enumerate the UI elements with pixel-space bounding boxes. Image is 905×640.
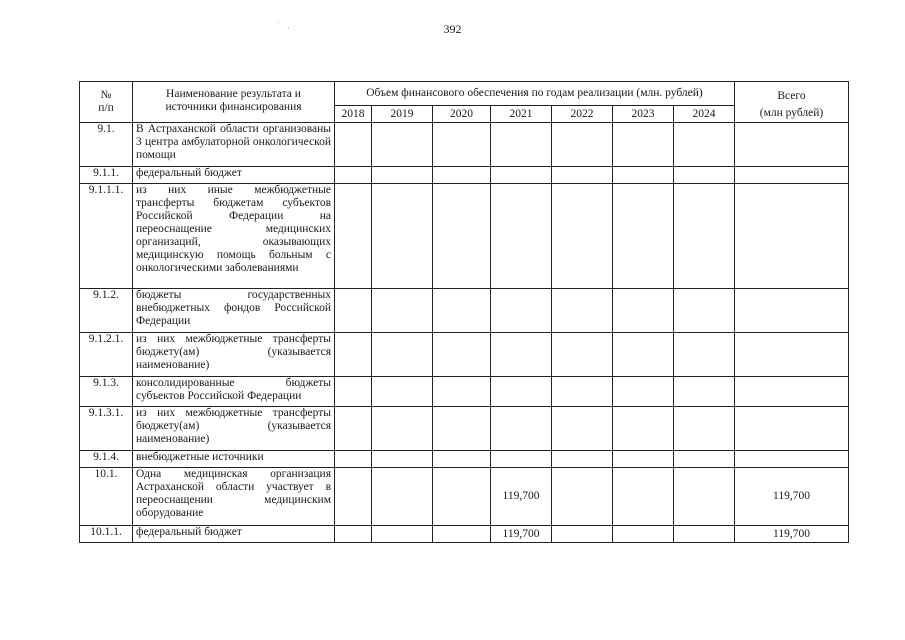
row-name: консолидированные бюджеты субъектов Российской Федерации xyxy=(133,377,335,407)
value-cell-2018 xyxy=(335,526,372,543)
table-row xyxy=(80,451,849,468)
value-cell-2023 xyxy=(613,289,674,333)
value-cell-2024 xyxy=(674,289,735,333)
value-cell-2019 xyxy=(372,167,433,184)
value-cell-2024 xyxy=(674,167,735,184)
value-cell-2024 xyxy=(674,468,735,526)
table-row xyxy=(80,123,849,167)
scan-artifact-mark: ´˙ , xyxy=(277,21,291,30)
page-number: 392 xyxy=(443,22,462,36)
value-cell-2018 xyxy=(335,123,372,167)
value-cell-2018 xyxy=(335,184,372,289)
value-cell-2018 xyxy=(335,333,372,377)
table-row xyxy=(80,167,849,184)
value-cell-2023 xyxy=(613,451,674,468)
table-row xyxy=(80,468,849,526)
value-cell-2019 xyxy=(372,526,433,543)
value-cell-2023 xyxy=(613,333,674,377)
value-cell-2021 xyxy=(491,407,552,451)
row-name: внебюджетные источники xyxy=(133,451,335,468)
table-row xyxy=(80,407,849,451)
total-cell xyxy=(735,289,849,333)
row-name: из них иные межбюджетные трансферты бюджетам субъектов Российской Федерации на переоснащение медицинских организаций, оказывающих медицинскую помощь больным с онкологическими заболеваниями xyxy=(133,184,335,289)
value-cell-2023 xyxy=(613,184,674,289)
value-cell-2022 xyxy=(552,333,613,377)
value-cell-2024 xyxy=(674,184,735,289)
header-year-2023: 2023 xyxy=(613,106,674,123)
table-body xyxy=(80,123,849,543)
budget-table xyxy=(79,81,849,543)
total-cell xyxy=(735,167,849,184)
row-number: 9.1.3.1. xyxy=(80,407,133,451)
value-cell-2024 xyxy=(674,407,735,451)
value-cell-2020 xyxy=(433,451,491,468)
row-number: 9.1.2.1. xyxy=(80,333,133,377)
total-cell xyxy=(735,184,849,289)
value-cell-2023 xyxy=(613,377,674,407)
value-cell-2023 xyxy=(613,123,674,167)
value-cell-2021 xyxy=(491,451,552,468)
header-volume xyxy=(335,82,735,106)
value-cell-2020 xyxy=(433,333,491,377)
table-header xyxy=(80,82,849,123)
value-cell-2024 xyxy=(674,377,735,407)
value-cell-2021 xyxy=(491,123,552,167)
header-year-2019: 2019 xyxy=(372,106,433,123)
header-year-2024: 2024 xyxy=(674,106,735,123)
row-name: федеральный бюджет xyxy=(133,167,335,184)
value-cell-2020 xyxy=(433,184,491,289)
value-cell-2022 xyxy=(552,468,613,526)
header-year-2021: 2021 xyxy=(491,106,552,123)
row-number: 9.1.4. xyxy=(80,451,133,468)
total-cell xyxy=(735,451,849,468)
value-cell-2023 xyxy=(613,167,674,184)
value-cell-2022 xyxy=(552,377,613,407)
header-num xyxy=(80,82,133,123)
value-cell-2021 xyxy=(491,167,552,184)
value-cell-2022 xyxy=(552,526,613,543)
total-cell xyxy=(735,123,849,167)
row-number: 10.1.1. xyxy=(80,526,133,543)
value-cell-2020 xyxy=(433,468,491,526)
value-cell-2021 xyxy=(491,333,552,377)
value-cell-2019 xyxy=(372,123,433,167)
value-cell-2022 xyxy=(552,451,613,468)
value-cell-2018 xyxy=(335,407,372,451)
value-cell-2020 xyxy=(433,377,491,407)
row-name: В Астраханской области организованы 3 центра амбулаторной онкологической помощи xyxy=(133,123,335,167)
value-cell-2018 xyxy=(335,289,372,333)
row-name: из них межбюджетные трансферты бюджету(ам) (указывается наименование) xyxy=(133,333,335,377)
value-cell-2019 xyxy=(372,407,433,451)
row-name: Одна медицинская организация Астраханской области участвует в переоснащении медицинским оборудование xyxy=(133,468,335,526)
value-cell-2024 xyxy=(674,123,735,167)
value-cell-2021: 119,700 xyxy=(491,526,552,543)
value-cell-2019 xyxy=(372,377,433,407)
row-number: 9.1.1.1. xyxy=(80,184,133,289)
value-cell-2022 xyxy=(552,184,613,289)
value-cell-2024 xyxy=(674,451,735,468)
row-number: 9.1.1. xyxy=(80,167,133,184)
value-cell-2018 xyxy=(335,451,372,468)
value-cell-2021 xyxy=(491,289,552,333)
header-total-label: Всего (млн рублей) xyxy=(759,90,824,119)
header-num-label: № п/п xyxy=(98,89,114,114)
row-name: из них межбюджетные трансферты бюджету(ам) (указывается наименование) xyxy=(133,407,335,451)
value-cell-2019 xyxy=(372,451,433,468)
value-cell-2022 xyxy=(552,289,613,333)
total-cell: 119,700 xyxy=(735,526,849,543)
total-cell xyxy=(735,333,849,377)
header-name xyxy=(133,82,335,123)
table-row xyxy=(80,333,849,377)
value-cell-2024 xyxy=(674,526,735,543)
scan-artifact-dot: . xyxy=(189,603,191,612)
value-cell-2021 xyxy=(491,377,552,407)
header-volume-label: Объем финансового обеспечения по годам реализации (млн. рублей) xyxy=(366,87,703,100)
value-cell-2019 xyxy=(372,468,433,526)
row-number: 10.1. xyxy=(80,468,133,526)
value-cell-2018 xyxy=(335,167,372,184)
value-cell-2019 xyxy=(372,184,433,289)
row-number: 9.1.2. xyxy=(80,289,133,333)
header-total xyxy=(735,82,849,123)
table-row xyxy=(80,184,849,289)
value-cell-2022 xyxy=(552,167,613,184)
header-name-label: Наименование результата и источники финансирования xyxy=(165,88,302,113)
row-number: 9.1.3. xyxy=(80,377,133,407)
value-cell-2020 xyxy=(433,526,491,543)
value-cell-2023 xyxy=(613,526,674,543)
value-cell-2020 xyxy=(433,167,491,184)
value-cell-2023 xyxy=(613,407,674,451)
value-cell-2019 xyxy=(372,289,433,333)
value-cell-2018 xyxy=(335,377,372,407)
table-row xyxy=(80,377,849,407)
table-row xyxy=(80,289,849,333)
value-cell-2020 xyxy=(433,289,491,333)
row-name: бюджеты государственных внебюджетных фондов Российской Федерации xyxy=(133,289,335,333)
total-cell: 119,700 xyxy=(735,468,849,526)
total-cell xyxy=(735,407,849,451)
value-cell-2024 xyxy=(674,333,735,377)
value-cell-2019 xyxy=(372,333,433,377)
value-cell-2020 xyxy=(433,123,491,167)
row-number: 9.1. xyxy=(80,123,133,167)
header-year-2018: 2018 xyxy=(335,106,372,123)
table-row xyxy=(80,526,849,543)
value-cell-2022 xyxy=(552,123,613,167)
value-cell-2021: 119,700 xyxy=(491,468,552,526)
total-cell xyxy=(735,377,849,407)
value-cell-2018 xyxy=(335,468,372,526)
header-year-2022: 2022 xyxy=(552,106,613,123)
value-cell-2020 xyxy=(433,407,491,451)
header-year-2020: 2020 xyxy=(433,106,491,123)
value-cell-2021 xyxy=(491,184,552,289)
value-cell-2023 xyxy=(613,468,674,526)
value-cell-2022 xyxy=(552,407,613,451)
row-name: федеральный бюджет xyxy=(133,526,335,543)
